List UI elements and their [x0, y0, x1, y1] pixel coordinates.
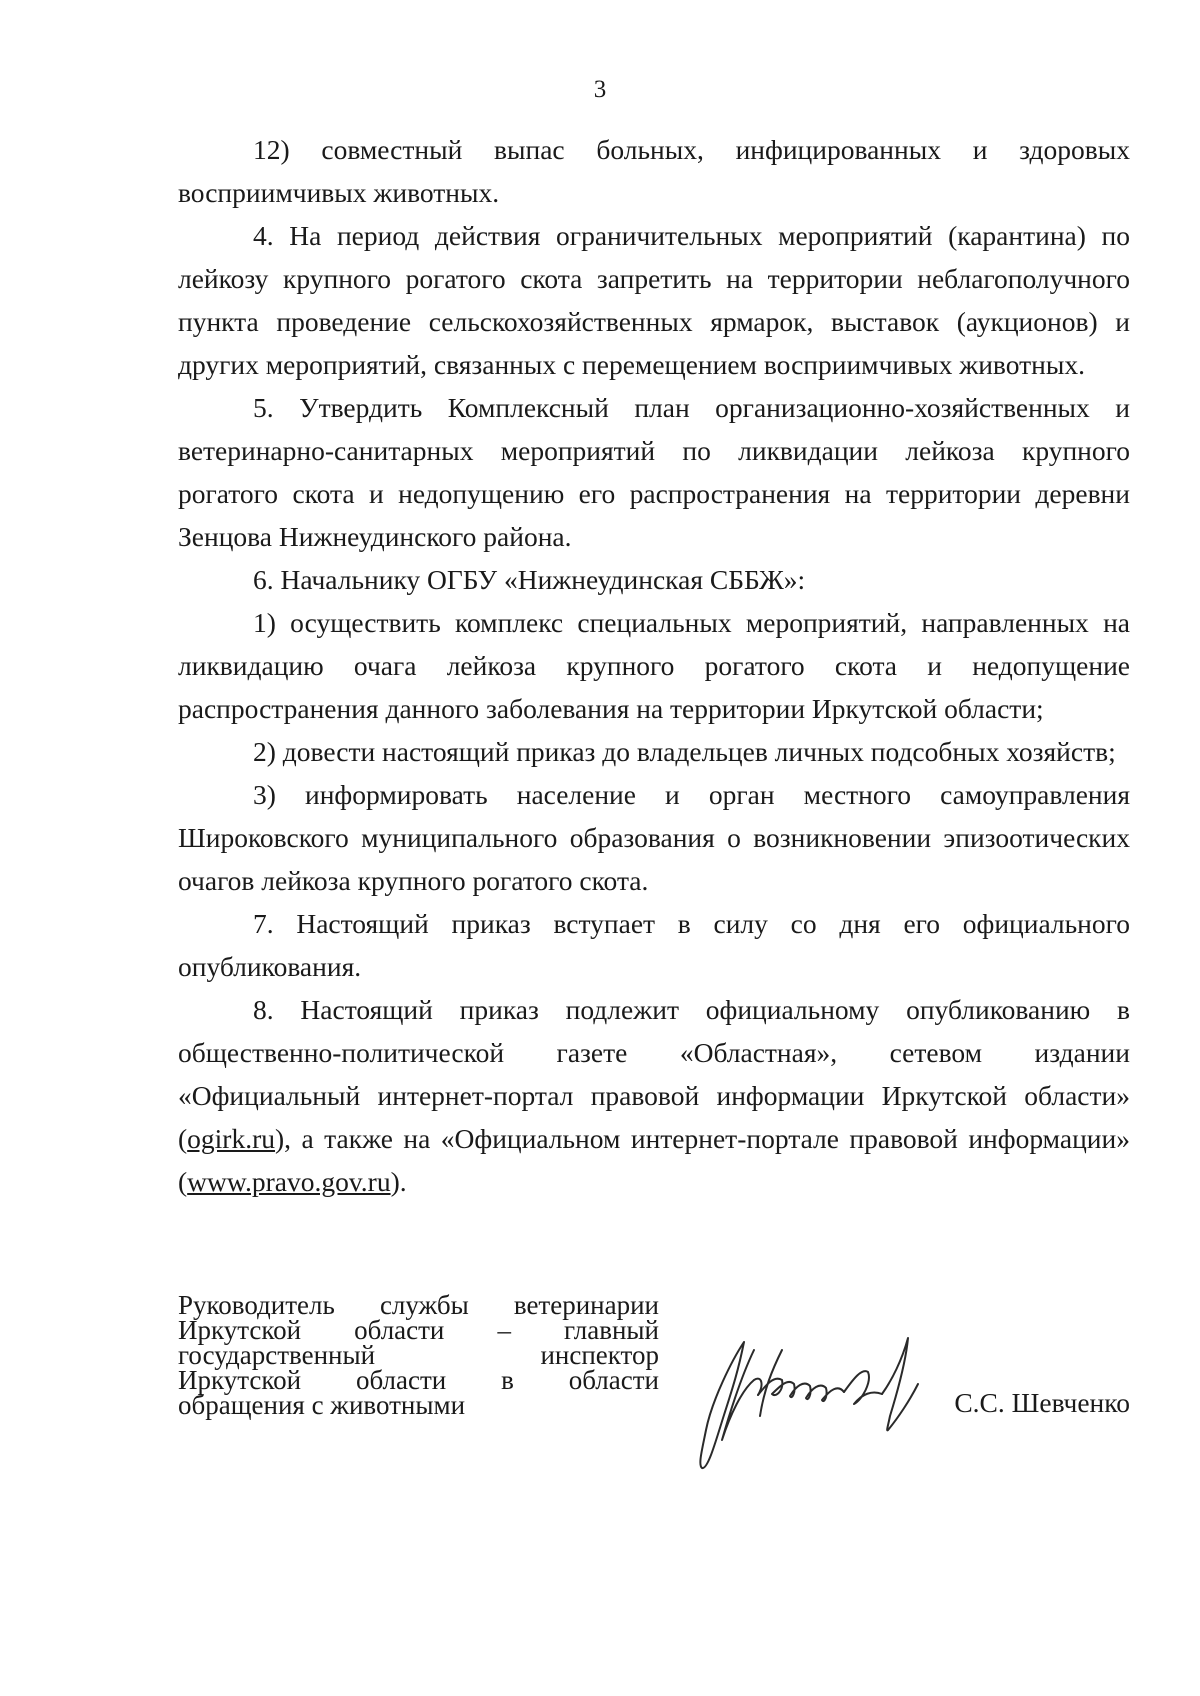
signatory-title-line: Иркутской области в области	[178, 1365, 659, 1395]
paragraph-8-publication	[178, 988, 1130, 1203]
signatory-title-line: Руководитель службы ветеринарии	[178, 1290, 659, 1320]
publication-text-prefix: 8. Настоящий приказ подлежит официальному опубликованию в общественно-политической газете «Областная», сетевом издании «Официальный интернет-портал правовой информации Иркутской области» (	[178, 994, 1130, 1154]
paragraph-6-item-3: 3) информировать население и орган местного самоуправления Широковского муниципального образования о возникновении эпизоотических очагов лейкоза крупного рогатого скота.	[178, 779, 1130, 896]
signer-name: С.С. Шевченко	[954, 1387, 1130, 1418]
publication-text-suffix: ).	[390, 1166, 407, 1197]
paragraph-4-quarantine-ban: 4. На период действия ограничительных мероприятий (карантина) по лейкозу крупного рогатого скота запретить на территории неблагополучного пункта проведение сельскохозяйственных ярмарок, выставок (аукционов) и других мероприятий, связанных с перемещением восприимчивых животных.	[178, 220, 1130, 380]
paragraph-6-head-instruction: 6. Начальнику ОГБУ «Нижнеудинская СББЖ»:	[253, 564, 806, 595]
signatory-title	[178, 1290, 659, 1420]
publication-text-middle: ), а также на «Официальном интернет-портале правовой информации» (	[178, 1123, 1130, 1197]
paragraph-7-effective-date: 7. Настоящий приказ вступает в силу со дня его официального опубликования.	[178, 908, 1130, 982]
handwritten-signature	[692, 1320, 952, 1470]
paragraph-item-12: 12) совместный выпас больных, инфицированных и здоровых восприимчивых животных.	[178, 134, 1130, 208]
signatory-title-line: Иркутской области – главный	[178, 1315, 659, 1345]
document-body	[178, 128, 1130, 1203]
signatory-title-line: государственный инспектор	[178, 1340, 659, 1370]
paragraph-5-approve-plan: 5. Утвердить Комплексный план организационно-хозяйственных и ветеринарно-санитарных мероприятий по ликвидации лейкоза крупного рогатого скота и недопущению его распространения на территории деревни Зенцова Нижнеудинского района.	[178, 392, 1130, 552]
paragraph-6-item-1: 1) осуществить комплекс специальных мероприятий, направленных на ликвидацию очага лейкоза крупного рогатого скота и недопущение распространения данного заболевания на территории Иркутской области;	[178, 607, 1130, 724]
page-number: 3	[593, 76, 607, 103]
pravo-link[interactable]: www.pravo.gov.ru	[187, 1166, 391, 1197]
signatory-title-line: обращения с животными	[178, 1390, 466, 1420]
ogirk-link[interactable]: ogirk.ru	[187, 1123, 276, 1154]
paragraph-6-item-2: 2) довести настоящий приказ до владельцев личных подсобных хозяйств;	[253, 736, 1116, 767]
